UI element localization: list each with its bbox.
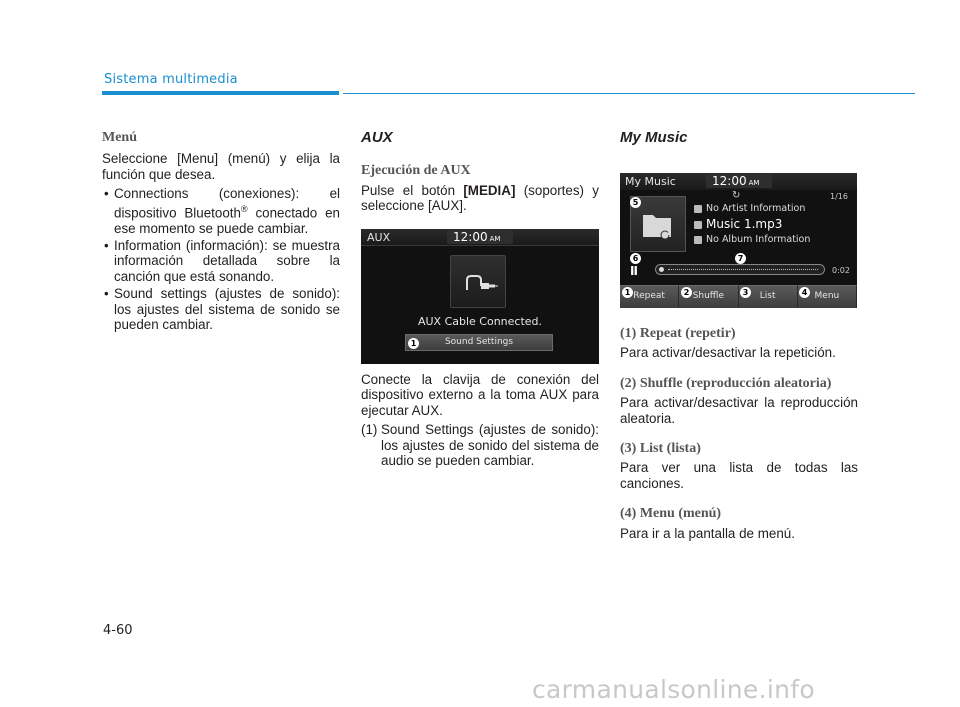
menu-button[interactable]: Menu <box>798 285 857 308</box>
mymusic-title-bar <box>620 173 857 190</box>
item-shuffle-title: (2) Shuffle (reproducción aleatoria) <box>620 375 832 391</box>
aux-heading: AUX <box>361 129 393 146</box>
artist-icon <box>694 205 702 213</box>
item-repeat-title: (1) Repeat (repetir) <box>620 326 736 341</box>
mymusic-clock: 12:00 AM <box>706 174 772 188</box>
aux-status-text: AUX Cable Connected. <box>417 315 543 328</box>
progress-knob[interactable] <box>659 267 664 272</box>
album-icon <box>694 236 702 244</box>
menu-column <box>102 130 340 332</box>
aux-intro: Pulse el botón [MEDIA] (soportes) y seleccione [AUX]. <box>361 182 599 214</box>
aux-clock: 12:00 AM <box>447 230 513 244</box>
aux-paragraph: Conecte la clavija de conexión del dispositivo externo a la toma AUX para ejecutar AUX. <box>361 372 599 418</box>
callout-badge-5: 5 <box>630 197 641 208</box>
callout-badge-2: 2 <box>681 287 692 298</box>
aux-screen <box>361 229 599 364</box>
callout-badge-1: 1 <box>622 287 633 298</box>
menu-heading: Menú <box>102 130 137 145</box>
item-shuffle-text: Para activar/desactivar la reproducción aleatoria. <box>620 395 858 426</box>
repeat-mode-icon: ↻ <box>732 190 741 201</box>
sound-settings-button[interactable]: Sound Settings <box>405 334 553 351</box>
section-header: Sistema multimedia <box>104 72 238 87</box>
aux-column <box>361 130 599 214</box>
mymusic-items <box>620 326 858 541</box>
aux-cable-icon <box>450 255 506 308</box>
page-number: 4-60 <box>103 623 133 638</box>
callout-badge-1: 1 <box>408 338 419 349</box>
album-info: No Album Information <box>694 234 810 245</box>
aux-screen-title: AUX <box>367 231 391 244</box>
artist-info: No Artist Information <box>694 203 805 214</box>
item-repeat-text: Para activar/desactivar la repetición. <box>620 345 836 361</box>
song-title: Music 1.mp3 <box>694 217 782 231</box>
item-list-title: (3) List (lista) <box>620 441 701 457</box>
mymusic-screen <box>620 173 857 308</box>
progress-bar[interactable] <box>655 264 825 275</box>
menu-bullet-list <box>102 186 340 332</box>
aux-item-1: (1) Sound Settings (ajustes de sonido): los ajustes de sonido del sistema de audio se pueden cambiar. <box>361 422 599 469</box>
track-count: 1/16 <box>830 192 848 201</box>
mymusic-button-bar <box>620 285 857 308</box>
callout-badge-3: 3 <box>740 287 751 298</box>
watermark: carmanualsonline.info <box>532 675 815 704</box>
mymusic-heading: My Music <box>620 129 688 146</box>
callout-badge-6: 6 <box>630 253 641 264</box>
item-menu-title: (4) Menu (menú) <box>620 506 722 522</box>
callout-badge-7: 7 <box>735 253 746 264</box>
menu-bullet-sound-settings: • Sound settings (ajustes de sonido): los ajustes del sistema de sonido se pueden cambiar. <box>102 286 340 332</box>
list-button[interactable]: List <box>739 285 798 308</box>
mymusic-column-heading <box>620 130 858 145</box>
menu-intro: Seleccione [Menu] (menú) y elija la función que desea. <box>102 151 340 182</box>
menu-bullet-connections: • Connections (conexiones): el dispositivo Bluetooth® conectado en ese momento se puede cambiar. <box>102 186 340 236</box>
song-icon <box>694 221 702 229</box>
aux-instructions <box>361 372 599 468</box>
item-list-text: Para ver una lista de todas las canciones. <box>620 460 858 491</box>
menu-bullet-information: • Information (información): se muestra información detallada sobre la canción que está sonando. <box>102 238 340 284</box>
callout-badge-4: 4 <box>799 287 810 298</box>
repeat-button[interactable]: Repeat <box>620 285 679 308</box>
pause-button[interactable]: II <box>630 264 637 278</box>
header-rule-thin <box>343 93 915 94</box>
shuffle-button[interactable]: Shuffle <box>679 285 738 308</box>
aux-subheading: Ejecución de AUX <box>361 163 471 179</box>
play-time: 0:02 <box>832 266 850 275</box>
header-rule-thick <box>102 91 339 95</box>
aux-title-bar <box>361 229 599 246</box>
item-menu-text: Para ir a la pantalla de menú. <box>620 525 795 541</box>
mymusic-screen-title: My Music <box>625 175 676 188</box>
